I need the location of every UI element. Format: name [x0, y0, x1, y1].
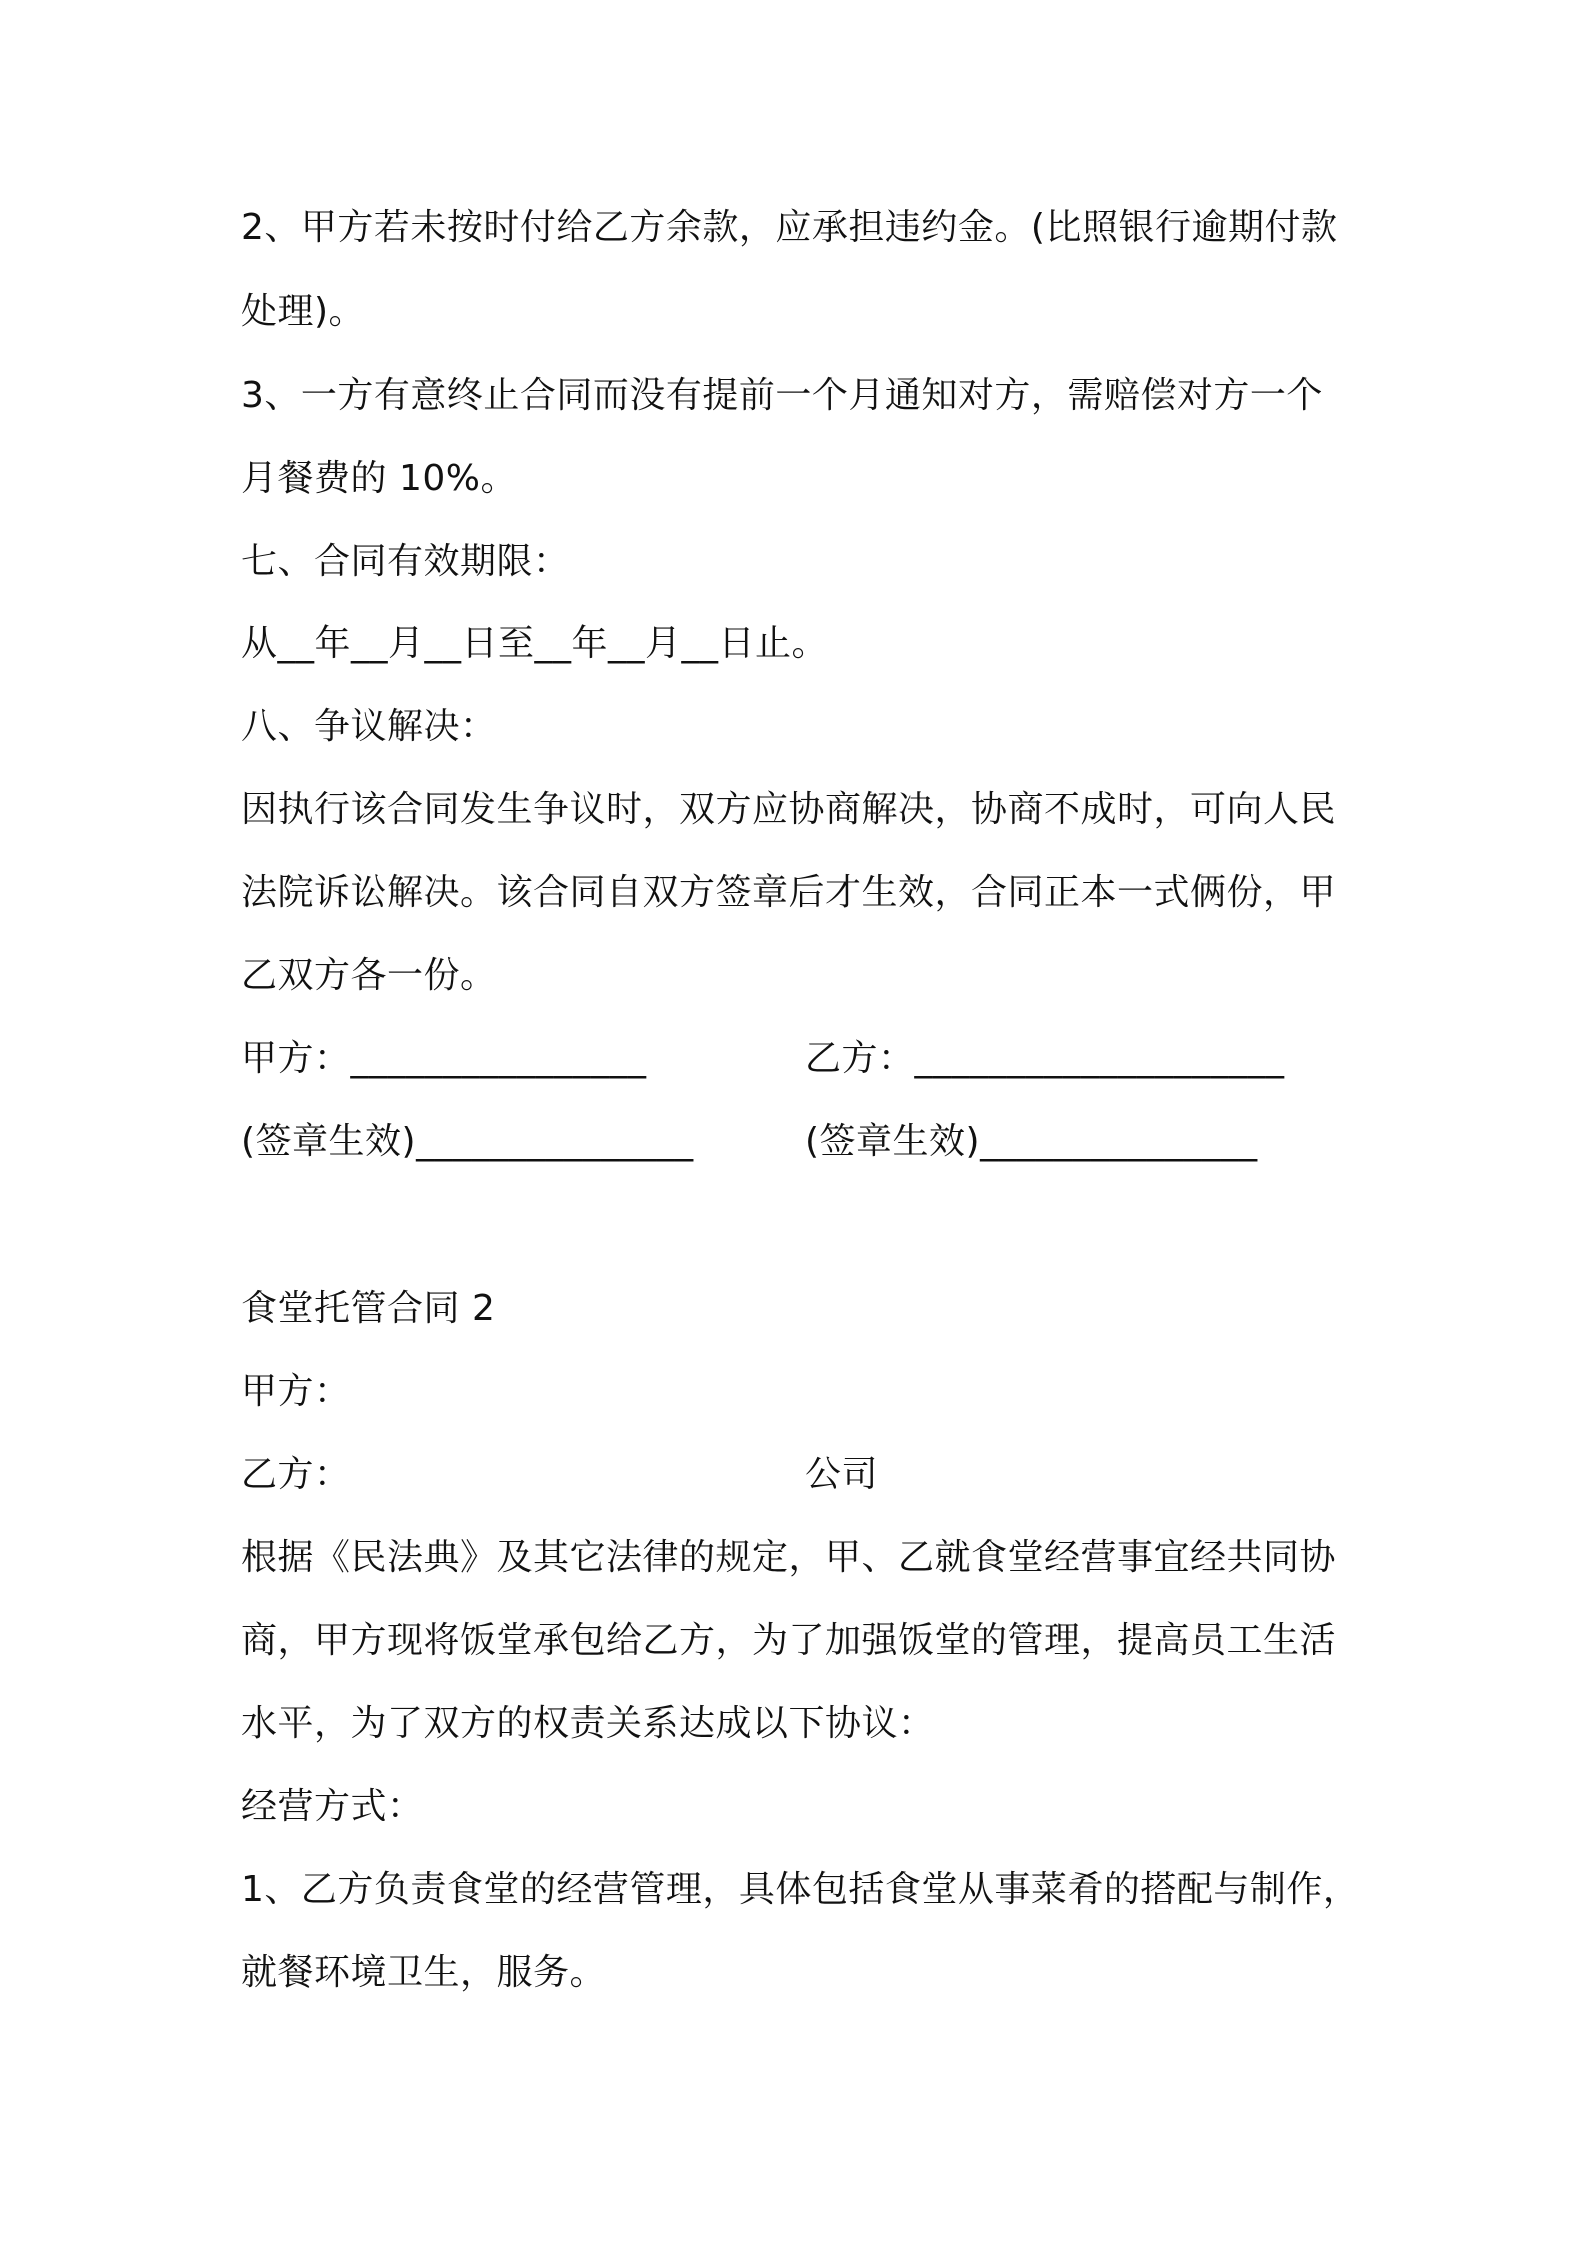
- seal-party-a: (签章生效)_______________: [241, 1121, 694, 1162]
- paragraph-line: 2、甲方若未按时付给乙方余款，应承担违约金。(比照银行逾期付款: [241, 207, 1338, 248]
- paragraph-line: 月餐费的 10%。: [241, 458, 517, 499]
- paragraph-line: 水平，为了双方的权责关系达成以下协议：: [241, 1703, 935, 1744]
- section-heading: 七、合同有效期限：: [241, 541, 570, 582]
- paragraph-line: 商，甲方现将饭堂承包给乙方，为了加强饭堂的管理，提高员工生活: [241, 1620, 1337, 1661]
- paragraph-line: 因执行该合同发生争议时，双方应协商解决，协商不成时，可向人民: [241, 789, 1337, 830]
- company-label: 公司: [805, 1454, 879, 1495]
- contract-title: 食堂托管合同 2: [241, 1288, 496, 1329]
- seal-party-b: (签章生效)_______________: [805, 1121, 1258, 1162]
- paragraph-line: 3、一方有意终止合同而没有提前一个月通知对方，需赔偿对方一个: [241, 375, 1323, 416]
- paragraph-line: 就餐环境卫生，服务。: [241, 1952, 607, 1993]
- paragraph-line: 1、乙方负责食堂的经营管理，具体包括食堂从事菜肴的搭配与制作，: [241, 1869, 1360, 1910]
- paragraph-line: 法院诉讼解决。该合同自双方签章后才生效，合同正本一式俩份，甲: [241, 872, 1337, 913]
- paragraph-line: 从__年__月__日至__年__月__日止。: [241, 623, 829, 664]
- party-a-label: 甲方：: [241, 1371, 351, 1412]
- section-heading: 经营方式：: [241, 1786, 424, 1827]
- section-heading: 八、争议解决：: [241, 706, 497, 747]
- paragraph-line: 处理)。: [241, 291, 366, 332]
- paragraph-line: 乙双方各一份。: [241, 955, 497, 996]
- paragraph-line: 根据《民法典》及其它法律的规定，甲、乙就食堂经营事宜经共同协: [241, 1537, 1337, 1578]
- signature-party-b: 乙方：____________________: [805, 1038, 1285, 1079]
- party-b-label: 乙方：: [241, 1454, 351, 1495]
- signature-party-a: 甲方：________________: [241, 1038, 647, 1079]
